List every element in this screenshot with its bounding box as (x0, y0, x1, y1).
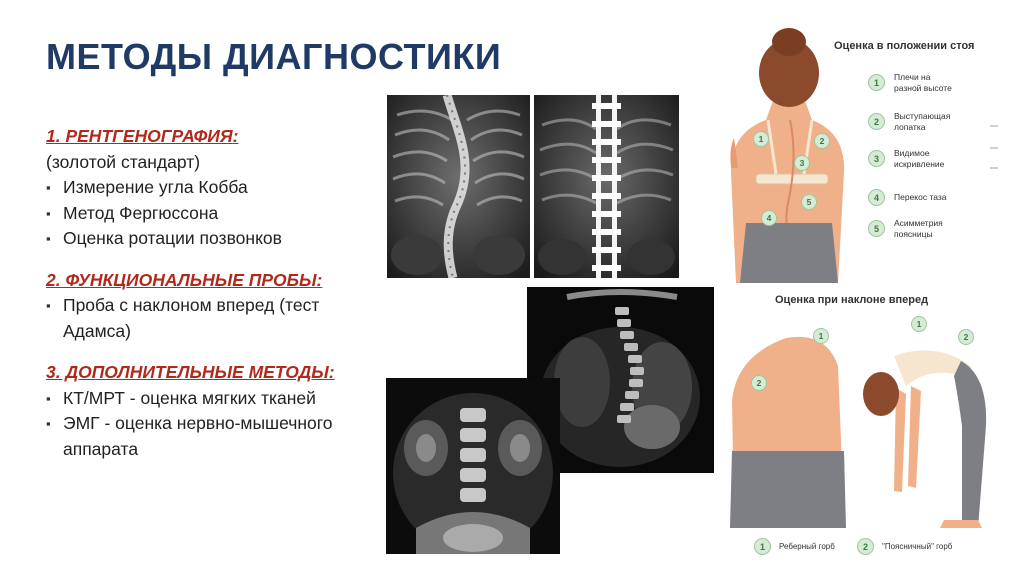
section-additional-methods (46, 360, 376, 462)
marker: 1 (813, 328, 829, 344)
list-item: ▪ Проба с наклоном вперед (тест Адамса) (46, 293, 376, 344)
marker: 1 (753, 131, 769, 147)
legend-item: 1 Реберный горб (754, 538, 835, 555)
list-item: ▪ Измерение угла Кобба (46, 175, 376, 201)
decorative-dashes (988, 118, 1004, 178)
panel-title: Оценка в положении стоя (834, 40, 975, 52)
section-heading: 2. ФУНКЦИОНАЛЬНЫЕ ПРОБЫ: (46, 269, 323, 290)
legend-item: 3 Видимое искривление (868, 148, 956, 169)
panel-title: Оценка при наклоне вперед (775, 294, 929, 306)
legend-item: 2 Выступающая лопатка (868, 111, 956, 132)
list-item: ▪ КТ/МРТ - оценка мягких тканей (46, 386, 376, 412)
page-title: МЕТОДЫ ДИАГНОСТИКИ (46, 36, 502, 77)
section-functional-tests (46, 268, 376, 345)
section-subheading: (золотой стандарт) (46, 151, 201, 172)
marker: 2 (751, 375, 767, 391)
marker: 2 (958, 329, 974, 345)
forward-bend-panel (726, 288, 1016, 570)
standing-back-illustration (726, 28, 851, 283)
legend-item: 5 Асимметрия поясницы (868, 218, 956, 239)
list-item: ▪ Метод Фергюссона (46, 201, 376, 227)
marker: 1 (911, 316, 927, 332)
marker: 3 (794, 155, 810, 171)
list-item: ▪ ЭМГ - оценка нервно-мышечного аппарата (46, 411, 376, 462)
section-heading: 3. ДОПОЛНИТЕЛЬНЫЕ МЕТОДЫ: (46, 362, 335, 382)
legend-item: 4 Перекос таза (868, 189, 956, 206)
legend-item: 1 Плечи на разной высоте (868, 72, 956, 93)
list-item: ▪ Оценка ротации позвонков (46, 226, 376, 252)
mri-lumbar-image (386, 378, 560, 554)
marker: 4 (761, 210, 777, 226)
standing-assessment-panel (726, 28, 1016, 283)
marker: 5 (801, 194, 817, 210)
section-radiography (46, 124, 376, 252)
xray-spinal-fixation-image (534, 95, 679, 278)
marker: 2 (814, 133, 830, 149)
forward-bend-illustration (726, 316, 1016, 528)
legend-item: 2 "Поясничный" горб (857, 538, 952, 555)
section-heading: 1. РЕНТГЕНОГРАФИЯ: (46, 126, 239, 146)
xray-scoliosis-image (387, 95, 530, 278)
diagnostics-list (46, 124, 376, 478)
